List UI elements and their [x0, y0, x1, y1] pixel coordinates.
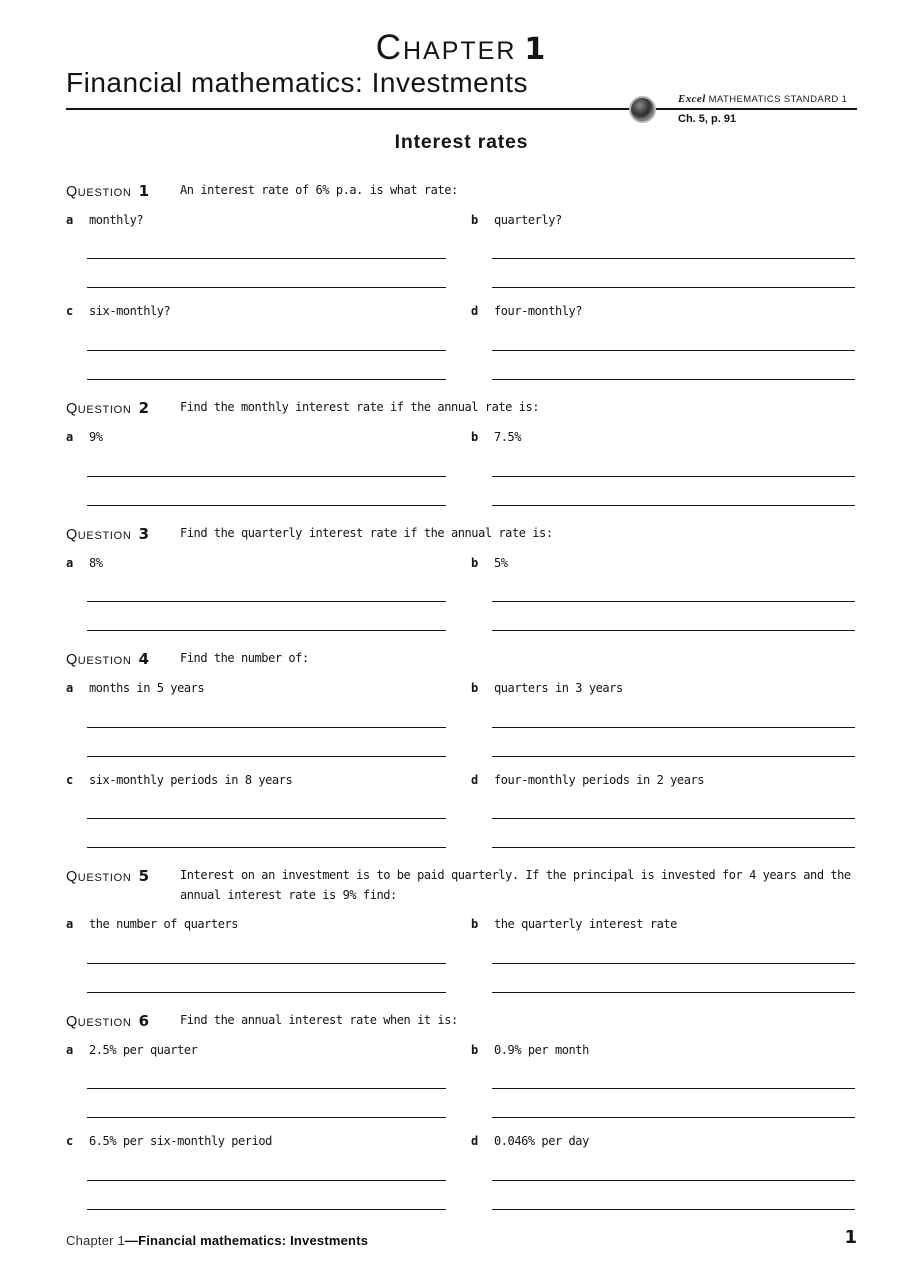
part-letter: a	[66, 917, 73, 932]
part-b	[471, 1043, 855, 1119]
question-1	[66, 181, 857, 380]
footer-chapter-title: —Financial mathematics: Investments	[124, 1233, 369, 1248]
part-text: six-monthly periods in 8 years	[89, 772, 293, 787]
part-letter: c	[66, 772, 73, 787]
question-text: Find the number of:	[180, 651, 309, 666]
title-rule	[66, 92, 857, 125]
answer-line	[87, 505, 446, 506]
answer-line	[492, 1117, 855, 1118]
question-word-rest: UESTION	[77, 186, 132, 199]
part-text: quarters in 3 years	[494, 681, 623, 696]
question-text: Find the annual interest rate when it is:	[180, 1012, 458, 1027]
answer-line	[87, 727, 446, 728]
publisher-badge	[678, 93, 847, 125]
parts-row	[66, 213, 857, 289]
page-footer	[66, 1227, 857, 1250]
answer-line	[492, 258, 855, 259]
parts-row	[66, 430, 857, 506]
part-letter: c	[66, 1134, 73, 1149]
question-text: An interest rate of 6% p.a. is what rate:	[180, 182, 458, 197]
answer-line	[87, 847, 446, 848]
part-text: 0.9% per month	[494, 1042, 589, 1057]
parts-row	[66, 1134, 857, 1210]
part-text: 6.5% per six-monthly period	[89, 1134, 272, 1149]
part-letter: b	[471, 917, 478, 932]
parts-row	[66, 1043, 857, 1119]
question-label	[66, 398, 180, 418]
part-text: the quarterly interest rate	[494, 917, 677, 932]
part-letter: b	[471, 681, 478, 696]
part-letter: d	[471, 304, 478, 319]
answer-line	[87, 1209, 446, 1210]
answer-line	[87, 1088, 446, 1089]
question-label	[66, 524, 180, 544]
section-title: Interest rates	[394, 130, 529, 153]
answer-line	[492, 630, 855, 631]
part-a	[66, 917, 446, 993]
question-label	[66, 866, 180, 886]
part-a	[66, 681, 446, 757]
question-label	[66, 649, 180, 669]
question-2	[66, 398, 857, 506]
badge-series: MATHEMATICS STANDARD 1	[708, 93, 848, 105]
part-letter: a	[66, 429, 73, 444]
question-number: 3	[138, 524, 150, 543]
answer-line	[492, 847, 855, 848]
part-letter: a	[66, 681, 73, 696]
badge-reference: Ch. 5, p. 91	[678, 112, 737, 125]
chapter-word-rest: HAPTER	[403, 37, 517, 65]
answer-line	[87, 601, 446, 602]
badge-brand: Excel	[678, 92, 706, 105]
page-number: 1	[844, 1227, 857, 1248]
question-word-rest: UESTION	[77, 529, 132, 542]
question-head	[66, 181, 857, 201]
question-word: Q	[66, 652, 78, 669]
question-number: 5	[138, 867, 150, 886]
part-text: 9%	[89, 429, 103, 444]
question-number: 2	[138, 398, 150, 417]
question-number: 6	[138, 1011, 150, 1030]
part-letter: a	[66, 1042, 73, 1057]
part-text: 7.5%	[494, 429, 522, 444]
question-word-rest: UESTION	[77, 1016, 132, 1029]
question-word: Q	[66, 526, 78, 543]
answer-line	[87, 350, 446, 351]
answer-line	[87, 258, 446, 259]
part-b	[471, 213, 855, 289]
part-letter: c	[66, 304, 73, 319]
question-label	[66, 181, 180, 201]
chapter-word-initial: C	[375, 28, 403, 67]
question-5	[66, 866, 857, 992]
answer-line	[492, 505, 855, 506]
page-title: Financial mathematics: Investments	[66, 67, 529, 98]
answer-line	[87, 1117, 446, 1118]
part-letter: b	[471, 1042, 478, 1057]
question-text: Interest on an investment is to be paid quarterly. If the principal is invested for 4 years and the annual interest rate is 9% find:	[180, 868, 851, 902]
question-6	[66, 1011, 857, 1210]
part-a	[66, 430, 446, 506]
question-word-rest: UESTION	[77, 403, 132, 416]
answer-line	[87, 756, 446, 757]
answer-line	[87, 630, 446, 631]
part-letter: b	[471, 212, 478, 227]
answer-line	[492, 1209, 855, 1210]
parts-row	[66, 556, 857, 632]
parts-row	[66, 304, 857, 380]
part-b	[471, 681, 855, 757]
answer-line	[87, 287, 446, 288]
part-text: 2.5% per quarter	[89, 1042, 198, 1057]
parts-row	[66, 917, 857, 993]
part-text: four-monthly?	[494, 304, 583, 319]
part-c	[66, 773, 446, 849]
answer-line	[492, 818, 855, 819]
answer-line	[87, 476, 446, 477]
part-b	[471, 917, 855, 993]
question-head	[66, 1011, 857, 1031]
part-text: six-monthly?	[89, 304, 171, 319]
part-d	[471, 304, 855, 380]
part-letter: a	[66, 212, 73, 227]
part-text: four-monthly periods in 2 years	[494, 772, 705, 787]
part-letter: d	[471, 772, 478, 787]
part-a	[66, 1043, 446, 1119]
part-c	[66, 304, 446, 380]
question-word: Q	[66, 1013, 78, 1030]
question-head	[66, 866, 857, 905]
answer-line	[492, 727, 855, 728]
part-d	[471, 773, 855, 849]
answer-line	[492, 476, 855, 477]
part-letter: d	[471, 1134, 478, 1149]
part-b	[471, 556, 855, 632]
part-c	[66, 1134, 446, 1210]
question-word: Q	[66, 400, 78, 417]
answer-line	[492, 963, 855, 964]
badge-series-line	[678, 93, 847, 105]
part-text: months in 5 years	[89, 681, 205, 696]
question-head	[66, 524, 857, 544]
answer-line	[492, 379, 855, 380]
part-text: 0.046% per day	[494, 1134, 589, 1149]
question-text: Find the quarterly interest rate if the annual rate is:	[180, 525, 553, 540]
part-letter: b	[471, 555, 478, 570]
chapter-number: 1	[524, 32, 548, 67]
answer-line	[87, 992, 446, 993]
answer-line	[492, 756, 855, 757]
answer-line	[492, 350, 855, 351]
question-3	[66, 524, 857, 632]
question-number: 4	[138, 650, 150, 669]
question-4	[66, 649, 857, 848]
part-text: 5%	[494, 555, 508, 570]
question-head	[66, 649, 857, 669]
question-word: Q	[66, 183, 78, 200]
part-b	[471, 430, 855, 506]
part-letter: b	[471, 429, 478, 444]
part-a	[66, 556, 446, 632]
question-word-rest: UESTION	[77, 655, 132, 668]
answer-line	[87, 379, 446, 380]
answer-line	[87, 1180, 446, 1181]
answer-line	[492, 1088, 855, 1089]
question-head	[66, 398, 857, 418]
parts-row	[66, 773, 857, 849]
question-number: 1	[138, 181, 150, 200]
parts-row	[66, 681, 857, 757]
footer-chapter-label: Chapter 1	[66, 1233, 125, 1248]
part-d	[471, 1134, 855, 1210]
answer-line	[87, 963, 446, 964]
chapter-heading	[66, 30, 857, 65]
part-a	[66, 213, 446, 289]
question-text: Find the monthly interest rate if the annual rate is:	[180, 399, 540, 414]
footer-breadcrumb	[66, 1233, 368, 1248]
answer-line	[492, 287, 855, 288]
answer-line	[492, 601, 855, 602]
answer-line	[492, 992, 855, 993]
answer-line	[492, 1180, 855, 1181]
question-label	[66, 1011, 180, 1031]
question-word: Q	[66, 869, 78, 886]
part-text: quarterly?	[494, 212, 562, 227]
question-word-rest: UESTION	[77, 872, 132, 885]
sphere-logo-icon	[629, 96, 656, 123]
part-text: the number of quarters	[89, 917, 239, 932]
part-text: 8%	[89, 555, 103, 570]
part-text: monthly?	[89, 212, 144, 227]
part-letter: a	[66, 555, 73, 570]
answer-line	[87, 818, 446, 819]
